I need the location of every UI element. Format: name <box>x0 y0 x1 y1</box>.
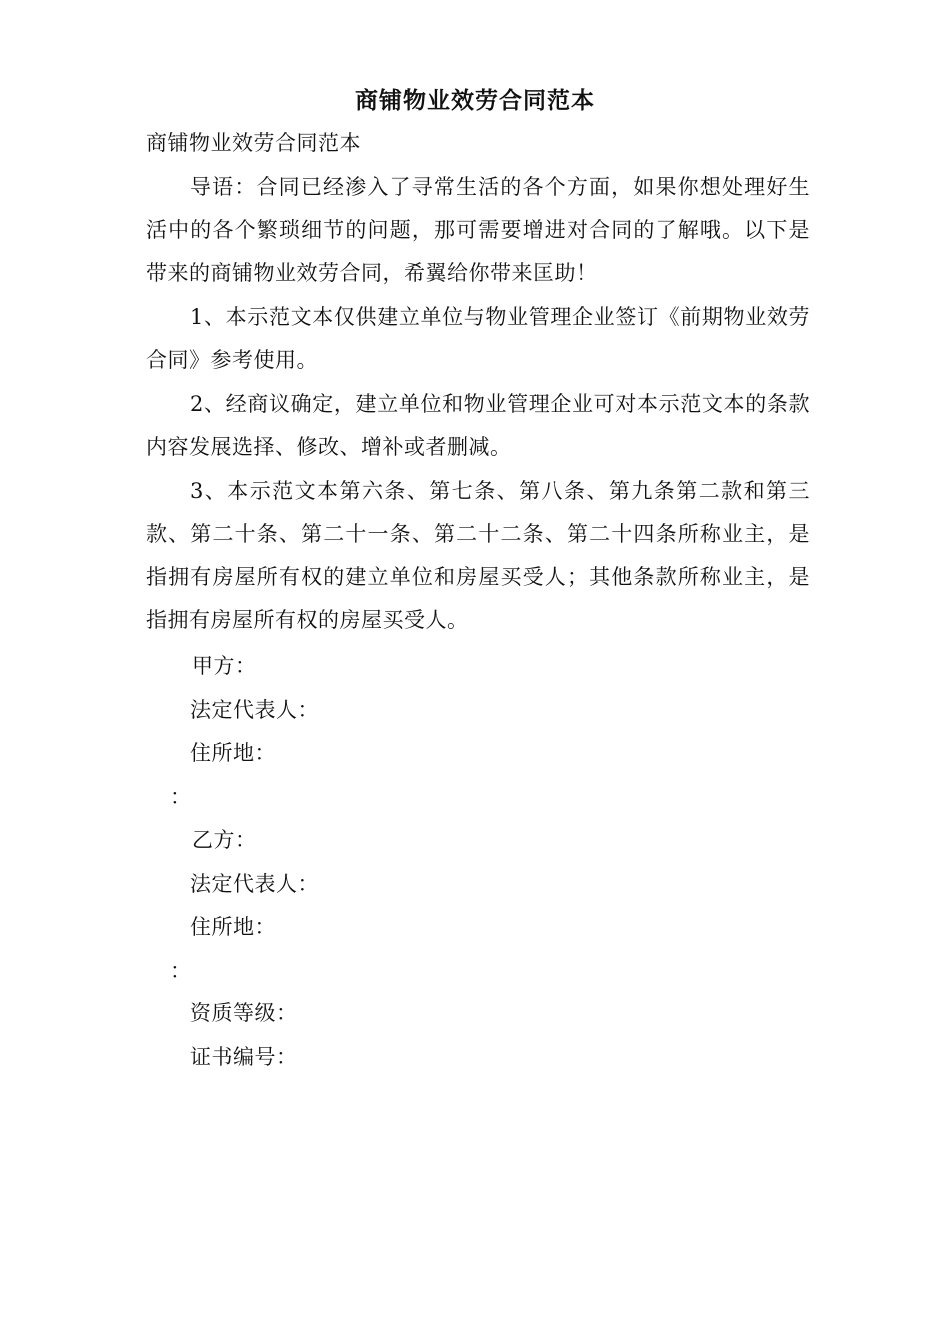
clause-paragraph-3 <box>146 470 810 642</box>
paragraph-text: 1、本示范文本仅供建立单位与物业管理企业签订《前期物业效劳合同》参考使用。 <box>146 305 810 372</box>
party-a-label: 甲方： <box>192 654 257 678</box>
party-b-label: 乙方： <box>192 828 257 852</box>
party-b-colon: ： <box>170 959 191 983</box>
party-b-legal-rep: 法定代表人： <box>190 872 319 896</box>
party-b-address: 住所地： <box>190 915 276 939</box>
clause-paragraph-2 <box>146 383 810 469</box>
party-b-qualification: 资质等级： <box>190 1001 298 1025</box>
party-a-address: 住所地： <box>190 741 276 765</box>
party-a-colon: ： <box>170 785 191 809</box>
clause-paragraph-1 <box>146 296 810 382</box>
paragraph-text: 导语：合同已经渗入了寻常生活的各个方面，如果你想处理好生活中的各个繁琐细节的问题，那可需要增进对合同的了解哦。以下是带来的商铺物业效劳合同，希翼给你带来匡助！ <box>146 175 810 285</box>
party-a-legal-rep: 法定代表人： <box>190 698 319 722</box>
party-b-certificate: 证书编号： <box>190 1045 298 1069</box>
paragraph-text: 3、本示范文本第六条、第七条、第八条、第九条第二款和第三款、第二十条、第二十一条、第二十二条、第二十四条所称业主，是指拥有房屋所有权的建立单位和房屋买受人；其他条款所称业主，是指拥有房屋所有权的房屋买受人。 <box>146 479 810 632</box>
document-subtitle: 商铺物业效劳合同范本 <box>146 131 361 155</box>
document-title: 商铺物业效劳合同范本 <box>355 87 595 114</box>
intro-paragraph <box>146 166 810 295</box>
paragraph-text: 2、经商议确定，建立单位和物业管理企业可对本示范文本的条款内容发展选择、修改、增补或者删减。 <box>146 392 810 459</box>
